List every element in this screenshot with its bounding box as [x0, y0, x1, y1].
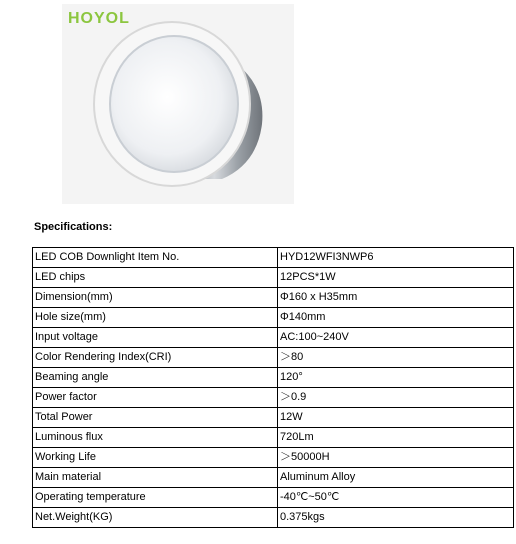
table-row [33, 408, 514, 428]
spec-value: 0.375kgs [278, 508, 514, 528]
specifications-table [32, 247, 514, 528]
table-row [33, 248, 514, 268]
spec-label: Operating temperature [33, 488, 278, 508]
table-row [33, 308, 514, 328]
table-row [33, 268, 514, 288]
table-row [33, 448, 514, 468]
spec-value: Φ140mm [278, 308, 514, 328]
spec-label: LED COB Downlight Item No. [33, 248, 278, 268]
spec-label: Total Power [33, 408, 278, 428]
spec-label: Dimension(mm) [33, 288, 278, 308]
specifications-heading: Specifications: [34, 221, 113, 233]
spec-value: 120° [278, 368, 514, 388]
table-row [33, 428, 514, 448]
spec-label: Luminous flux [33, 428, 278, 448]
spec-value: 12W [278, 408, 514, 428]
spec-label: LED chips [33, 268, 278, 288]
spec-label: Beaming angle [33, 368, 278, 388]
spec-value: ＞0.9 [278, 388, 514, 408]
table-row [33, 468, 514, 488]
lens-shape [110, 36, 238, 172]
spec-value: ＞50000H [278, 448, 514, 468]
spec-value: 720Lm [278, 428, 514, 448]
spec-value: -40℃~50℃ [278, 488, 514, 508]
brand-logo: HOYOL [68, 10, 130, 27]
spec-label: Working Life [33, 448, 278, 468]
table-row [33, 508, 514, 528]
downlight-image [62, 4, 294, 204]
spec-label: Power factor [33, 388, 278, 408]
spec-label: Net.Weight(KG) [33, 508, 278, 528]
spec-label: Color Rendering Index(CRI) [33, 348, 278, 368]
spec-value: Aluminum Alloy [278, 468, 514, 488]
table-row [33, 488, 514, 508]
spec-label: Hole size(mm) [33, 308, 278, 328]
specifications-table-body [33, 248, 514, 528]
spec-value: Φ160 x H35mm [278, 288, 514, 308]
product-photo [62, 4, 294, 204]
spec-value: AC:100~240V [278, 328, 514, 348]
spec-value: 12PCS*1W [278, 268, 514, 288]
table-row [33, 388, 514, 408]
spec-value: HYD12WFI3NWP6 [278, 248, 514, 268]
table-row [33, 328, 514, 348]
spec-label: Input voltage [33, 328, 278, 348]
table-row [33, 288, 514, 308]
table-row [33, 348, 514, 368]
spec-value: ＞80 [278, 348, 514, 368]
table-row [33, 368, 514, 388]
spec-label: Main material [33, 468, 278, 488]
